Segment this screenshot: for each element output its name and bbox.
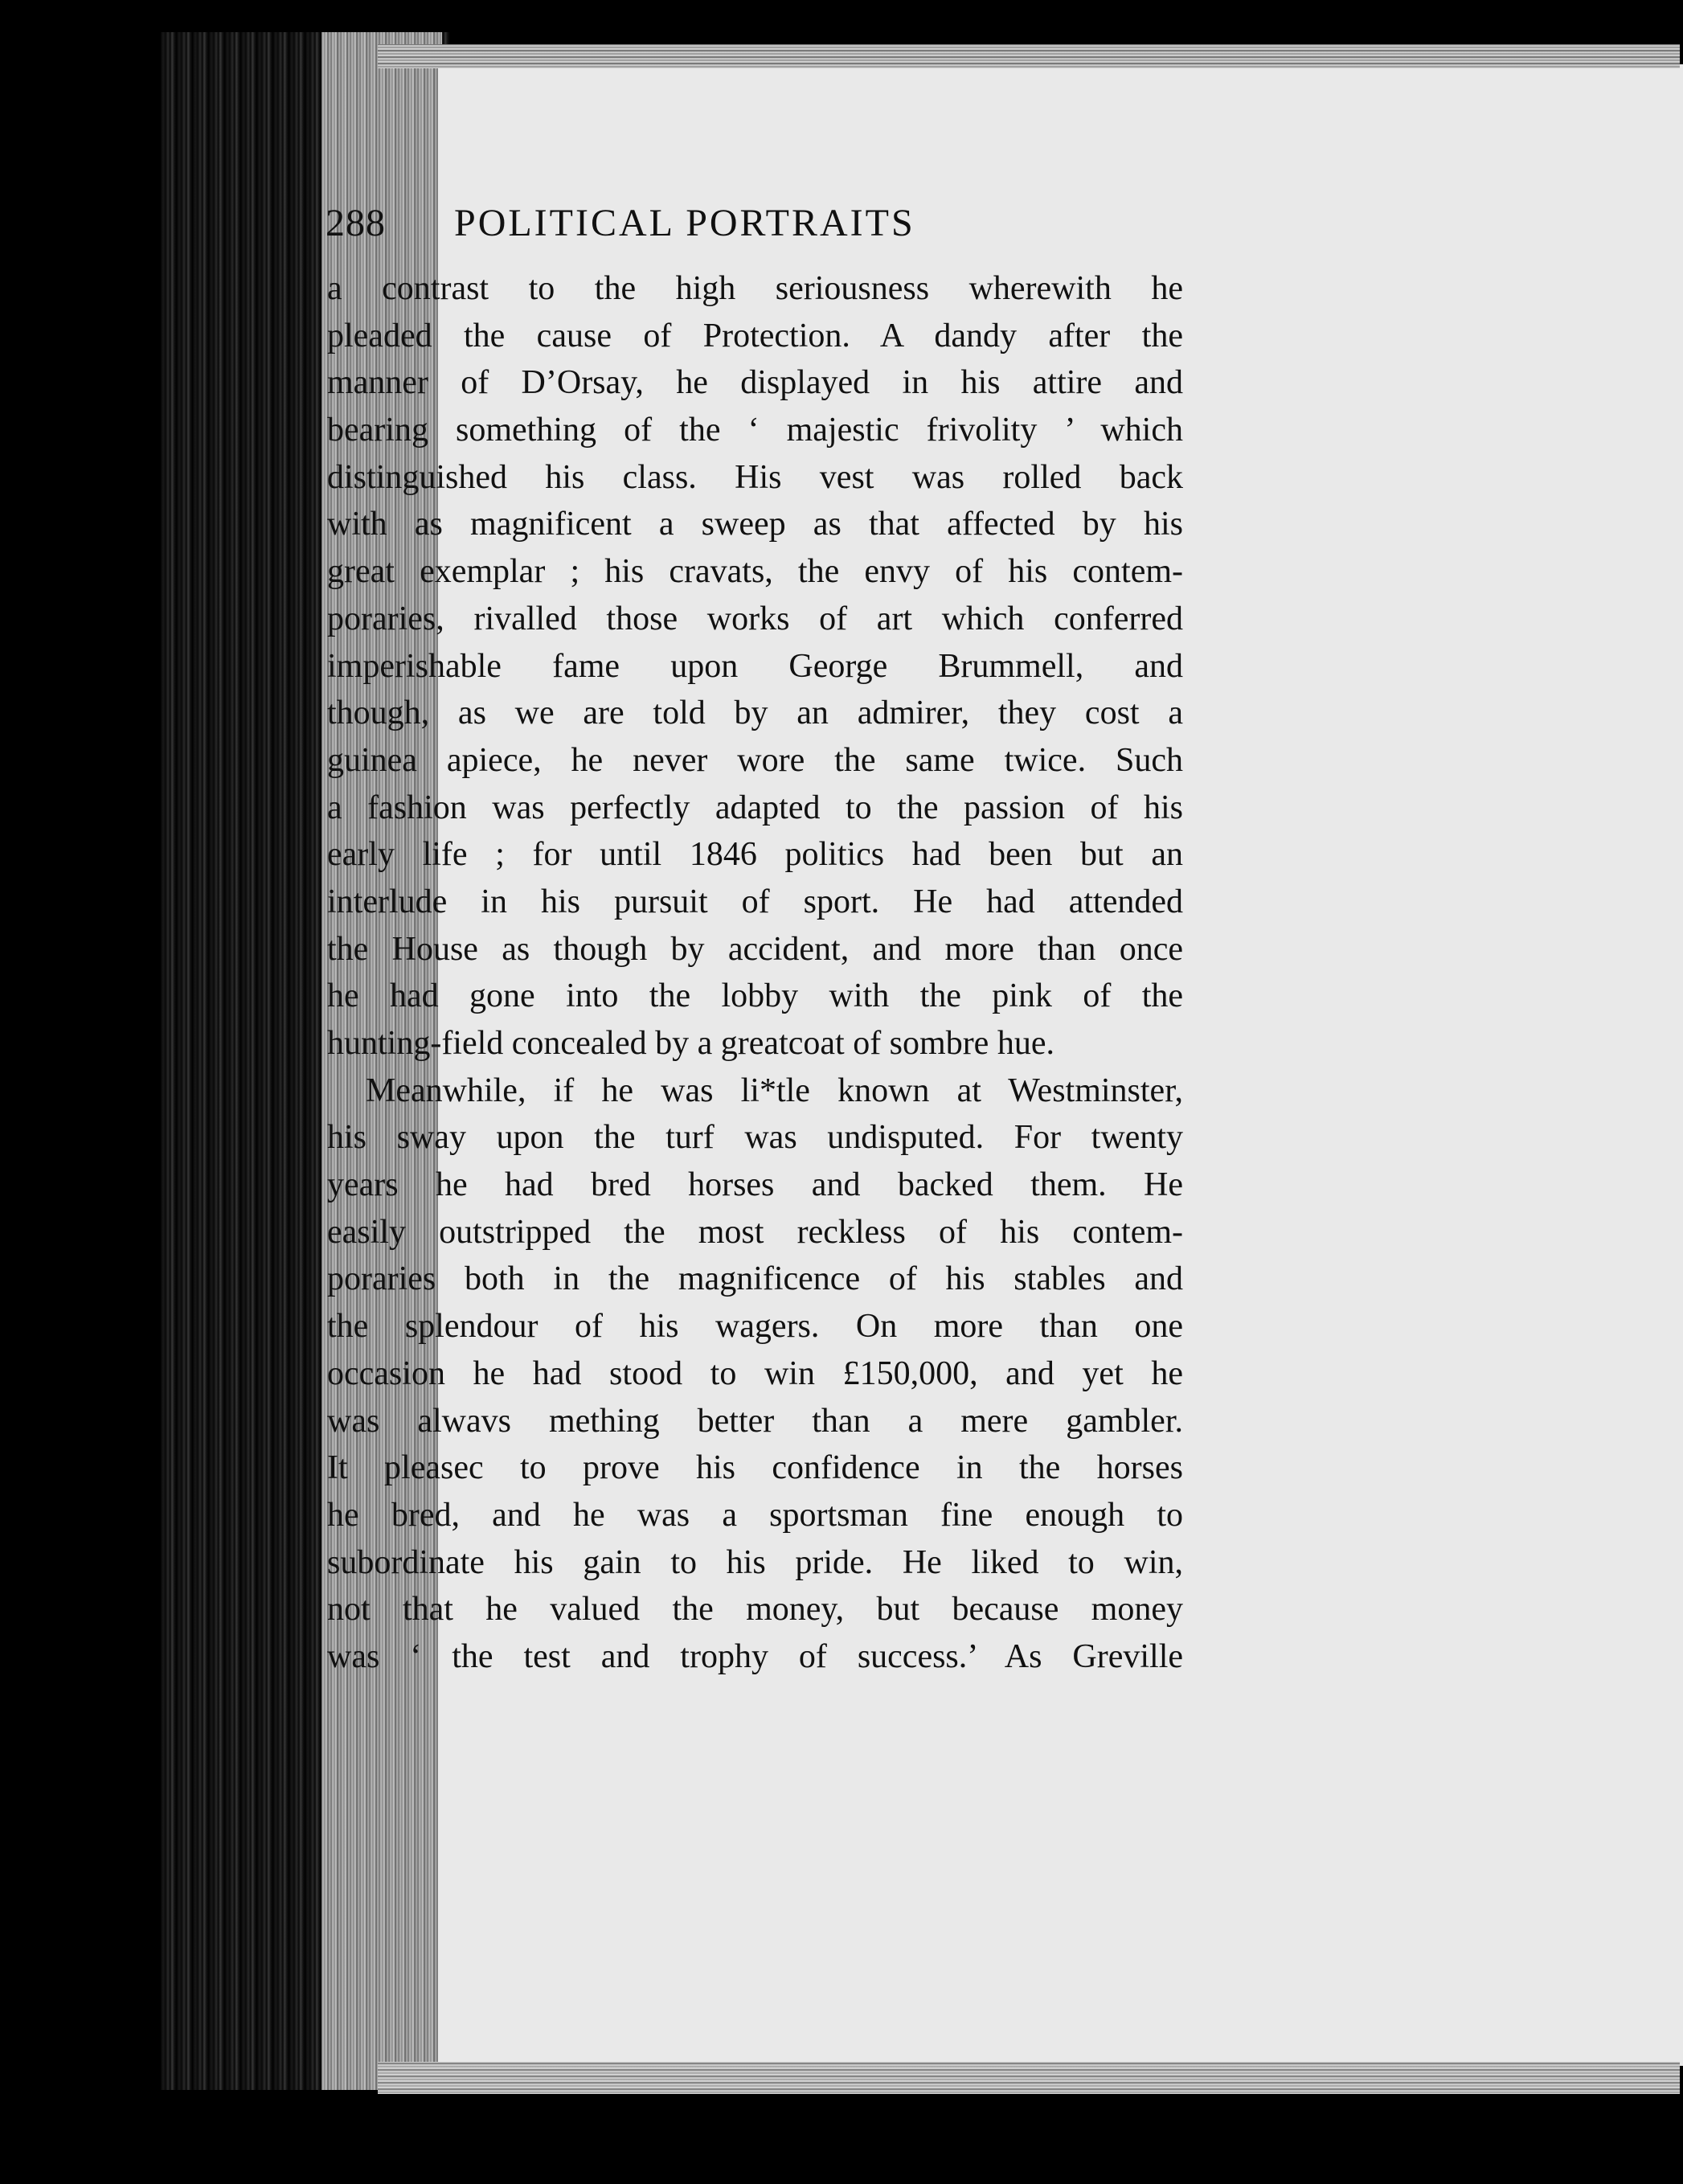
text-line: interlude in his pursuit of sport. He had attended <box>327 883 1183 920</box>
text-line: bearing something of the ‘ majestic frivolity ’ which <box>327 412 1183 449</box>
text-line: though, as we are told by an admirer, they cost a <box>327 695 1183 732</box>
body-text <box>327 265 1183 1681</box>
text-line: he had gone into the lobby with the pink of the <box>327 977 1183 1015</box>
text-line: years he had bred horses and backed them. He <box>327 1166 1183 1204</box>
text-line: a contrast to the high seriousness wherewith he <box>327 270 1183 307</box>
text-line: not that he valued the money, but because money <box>327 1591 1183 1629</box>
page-header <box>326 201 1620 257</box>
text-line: with as magnificent a sweep as that affected by his <box>327 506 1183 543</box>
text-line: was ‘ the test and trophy of success.’ As Greville <box>327 1637 1183 1675</box>
text-line: distinguished his class. His vest was rolled back <box>327 458 1183 496</box>
page-top-edge <box>378 44 1680 68</box>
text-line: early life ; for until 1846 politics had been but an <box>327 836 1183 874</box>
running-head: POLITICAL PORTRAITS <box>454 202 915 244</box>
text-line: imperishable fame upon George Brummell, and <box>327 647 1183 685</box>
text-line: It pleasec to prove his confidence in the horses <box>327 1449 1183 1487</box>
text-line: was alwavs mething better than a mere gambler. <box>327 1402 1183 1440</box>
text-line: Meanwhile, if he was li*tle known at Westminster, <box>366 1072 1183 1109</box>
text-line: a fashion was perfectly adapted to the passion of his <box>327 789 1183 826</box>
page-bottom-edge <box>378 2062 1680 2094</box>
text-line: the House as though by accident, and more than once <box>327 930 1183 968</box>
text-line: easily outstripped the most reckless of his contem- <box>327 1213 1183 1251</box>
text-line: poraries, rivalled those works of art which conferred <box>327 600 1183 637</box>
page-number: 288 <box>326 202 386 244</box>
text-line: poraries both in the magnificence of his stables and <box>327 1260 1183 1298</box>
text-line: pleaded the cause of Protection. A dandy after the <box>327 317 1183 354</box>
text-line: hunting-field concealed by a greatcoat of sombre hue. <box>327 1025 1054 1062</box>
text-line: manner of D’Orsay, he displayed in his attire and <box>327 364 1183 402</box>
text-line: subordinate his gain to his pride. He liked to win, <box>327 1543 1183 1581</box>
text-line: the splendour of his wagers. On more than one <box>327 1308 1183 1346</box>
text-line: guinea apiece, he never wore the same twice. Such <box>327 741 1183 779</box>
text-line: he bred, and he was a sportsman fine enough to <box>327 1496 1183 1534</box>
text-line: his sway upon the turf was undisputed. For twenty <box>327 1119 1183 1157</box>
text-line: great exemplar ; his cravats, the envy of his contem- <box>327 553 1183 591</box>
text-line: occasion he had stood to win £150,000, and yet he <box>327 1354 1183 1392</box>
